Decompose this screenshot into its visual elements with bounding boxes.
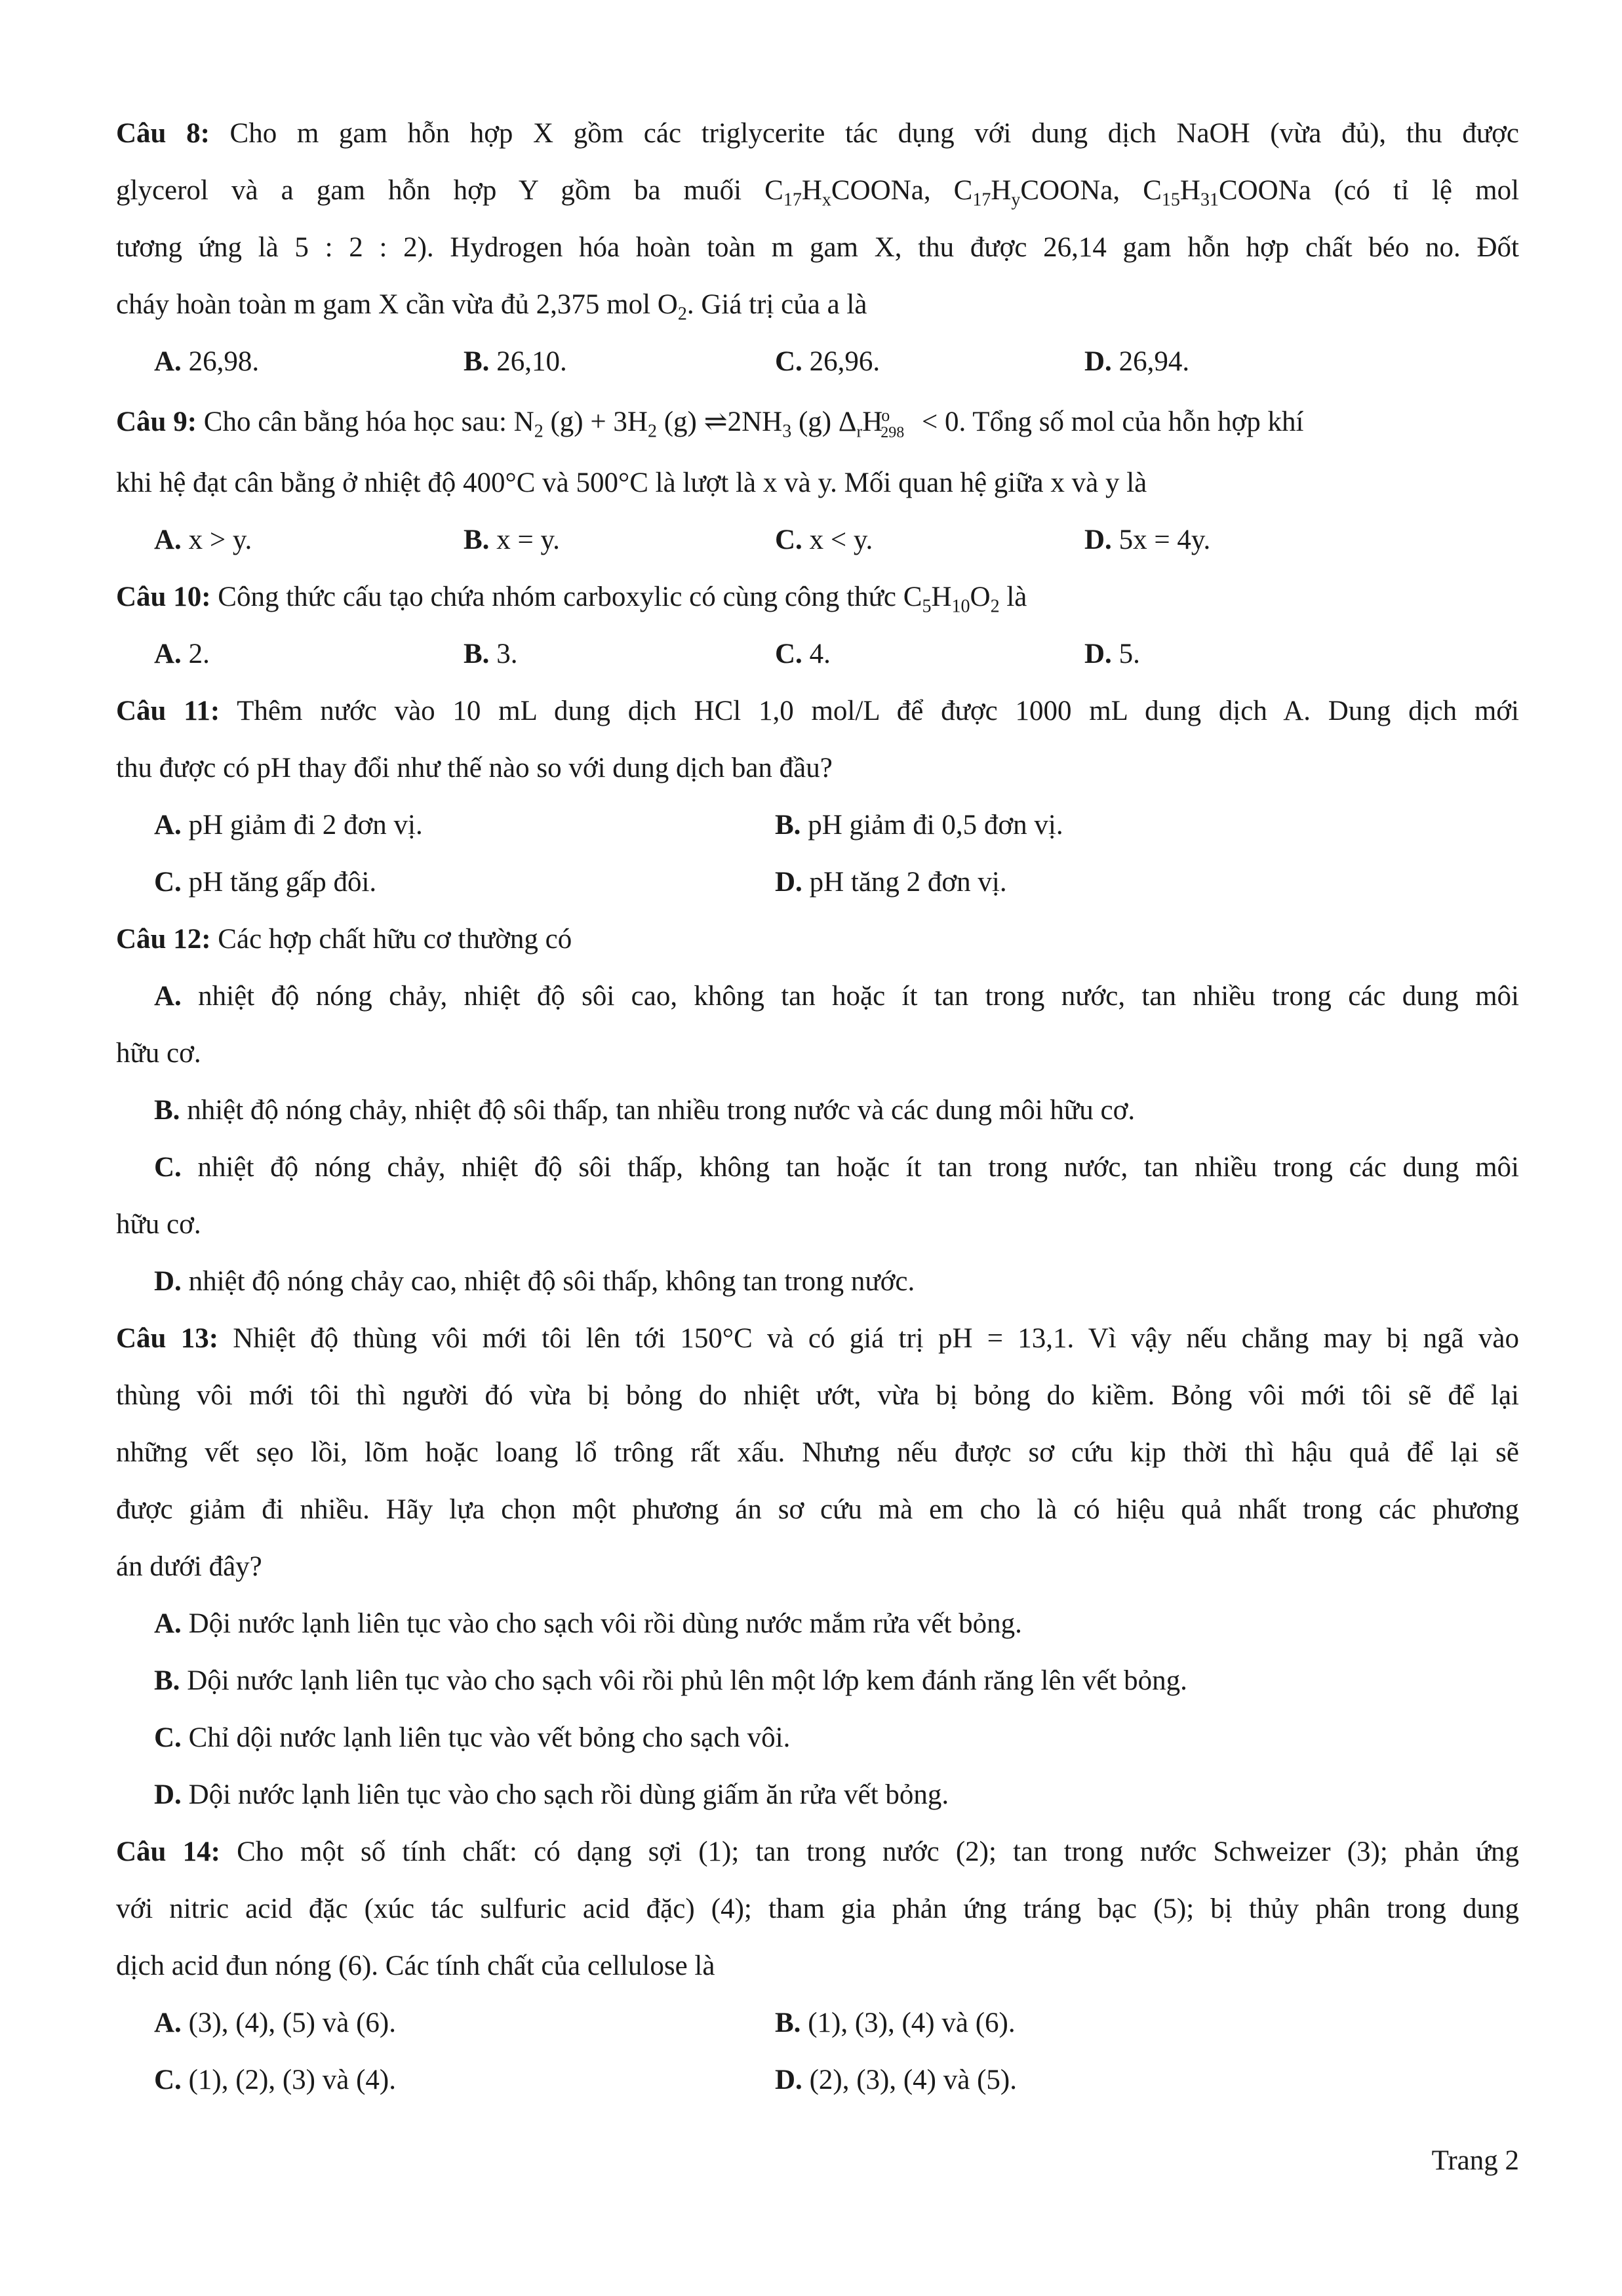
q11-option-a[interactable]: A. pH giảm đi 2 đơn vị. <box>154 810 423 841</box>
q12-option-c-cont: hữu cơ. <box>116 1209 201 1240</box>
document-page <box>116 105 1519 2108</box>
enthalpy-symbol: $\Delta_rH^o_{298}$ <box>838 405 905 441</box>
q10-options <box>116 625 1519 683</box>
q8-text: Cho m gam hỗn hợp X gồm các triglycerite tác dụng với dung dịch NaOH (vừa đủ), thu được <box>209 118 1519 149</box>
q14-option-c[interactable]: C. (1), (2), (3) và (4). <box>154 2065 396 2095</box>
q8-option-c[interactable]: C. 26,96. <box>775 346 880 377</box>
page-number: Trang 2 <box>1431 2145 1519 2176</box>
q12-option-d[interactable]: D. nhiệt độ nóng chảy cao, nhiệt độ sôi thấp, không tan trong nước. <box>154 1266 915 1297</box>
q11-option-d[interactable]: D. pH tăng 2 đơn vị. <box>775 867 1007 898</box>
q12-label: Câu 12: <box>116 924 211 955</box>
q12-option-c[interactable]: C. nhiệt độ nóng chảy, nhiệt độ sôi thấp, không tan hoặc ít tan trong nước, tan nhiều trong các dung môi <box>154 1152 1519 1183</box>
q13-line-2: thùng vôi mới tôi thì người đó vừa bị bỏng do nhiệt ướt, vừa bị bỏng do kiềm. Bỏng vôi mới tôi sẽ để lại <box>116 1380 1519 1411</box>
q13-line-5: án dưới đây? <box>116 1551 262 1582</box>
q8-line-2: glycerol và a gam hỗn hợp Y gồm ba muối $C_{17}H_xCOONa$, $C_{17}H_yCOONa$, $C_{15}H_{31}COONa$ (có tỉ lệ mol <box>116 175 1520 210</box>
q10-option-a[interactable]: A. 2. <box>154 639 210 669</box>
q10-option-c[interactable]: C. 4. <box>775 639 831 669</box>
q13-line-4: được giảm đi nhiều. Hãy lựa chọn một phương án sơ cứu mà em cho là có hiệu quả nhất trong các phương <box>116 1494 1519 1525</box>
q8-label: Câu 8: <box>116 118 210 149</box>
q10-option-d[interactable]: D. 5. <box>1084 639 1140 669</box>
q9-option-d[interactable]: D. 5x = 4y. <box>1084 525 1211 555</box>
q11-line-2: thu được có pH thay đổi như thế nào so với dung dịch ban đầu? <box>116 753 833 783</box>
q14-options-row-2 <box>116 2051 1519 2108</box>
q11-options-row-1 <box>116 797 1519 854</box>
q13-option-b[interactable]: B. Dội nước lạnh liên tục vào cho sạch vôi rồi phủ lên một lớp kem đánh răng lên vết bỏng. <box>154 1665 1187 1696</box>
q9-option-c[interactable]: C. x < y. <box>775 525 873 555</box>
q13-line-1: Câu 13: Nhiệt độ thùng vôi mới tôi lên tới 150°C và có giá trị pH = 13,1. Vì vậy nếu chẳng may bị ngã vào <box>116 1323 1519 1354</box>
q8-option-b[interactable]: B. 26,10. <box>464 346 567 377</box>
q14-line-2: với nitric acid đặc (xúc tác sulfuric acid đặc) (4); tham gia phản ứng tráng bạc (5); bị thủy phân trong dung <box>116 1893 1519 1924</box>
q9-line-2: khi hệ đạt cân bằng ở nhiệt độ 400°C và 500°C là lượt là x và y. Mối quan hệ giữa x và y là <box>116 467 1147 498</box>
q11-line-1: Câu 11: Thêm nước vào 10 mL dung dịch HCl 1,0 mol/L để được 1000 mL dung dịch A. Dung dịch mới <box>116 696 1519 726</box>
q14-option-d[interactable]: D. (2), (3), (4) và (5). <box>775 2065 1017 2095</box>
q8-option-a[interactable]: A. 26,98. <box>154 346 260 377</box>
q12-option-b[interactable]: B. nhiệt độ nóng chảy, nhiệt độ sôi thấp, tan nhiều trong nước và các dung môi hữu cơ. <box>154 1095 1136 1126</box>
q10-line-1: Câu 10: Công thức cấu tạo chứa nhóm carboxylic có cùng công thức $C_5H_{10}O_2$ là <box>116 582 1027 617</box>
q8-option-d[interactable]: D. 26,94. <box>1084 346 1190 377</box>
q14-option-a[interactable]: A. (3), (4), (5) và (6). <box>154 2008 396 2038</box>
q8-options <box>116 333 1519 390</box>
q12-line-1: Câu 12: Các hợp chất hữu cơ thường có <box>116 924 572 955</box>
q12-option-a[interactable]: A. nhiệt độ nóng chảy, nhiệt độ sôi cao, không tan hoặc ít tan trong nước, tan nhiều trong các dung môi <box>154 981 1519 1012</box>
q11-label: Câu 11: <box>116 696 220 726</box>
q12-option-a-cont: hữu cơ. <box>116 1038 201 1069</box>
q14-line-3: dịch acid đun nóng (6). Các tính chất của cellulose là <box>116 1950 715 1981</box>
q14-option-b[interactable]: B. (1), (3), (4) và (6). <box>775 2008 1016 2038</box>
q14-line-1: Câu 14: Cho một số tính chất: có dạng sợi (1); tan trong nước (2); tan trong nước Schweizer (3); phản ứng <box>116 1836 1519 1867</box>
q9-line-1: Câu 9: Cho cân bằng hóa học sau: $N_2$ $(g) + 3H_2$ (g) $\rightleftharpoons 2NH_3$ (g) $\Delta_rH^o_{298} < 0$. Tổng số mol của hỗn hợp khí <box>116 390 1519 454</box>
q13-option-a[interactable]: A. Dội nước lạnh liên tục vào cho sạch vôi rồi dùng nước mắm rửa vết bỏng. <box>154 1608 1022 1639</box>
q11-options-row-2 <box>116 854 1519 911</box>
q9-option-b[interactable]: B. x = y. <box>464 525 560 555</box>
q13-label: Câu 13: <box>116 1323 219 1354</box>
q8-line-4: cháy hoàn toàn m gam X cần vừa đủ 2,375 mol $O_2$. Giá trị của a là <box>116 289 867 325</box>
q11-option-c[interactable]: C. pH tăng gấp đôi. <box>154 867 377 898</box>
q14-options-row-1 <box>116 1994 1519 2051</box>
q13-line-3: những vết sẹo lồi, lõm hoặc loang lổ trông rất xấu. Nhưng nếu được sơ cứu kịp thời thì hậu quả để lại sẽ <box>116 1437 1519 1468</box>
q8-line-3: tương ứng là 5 : 2 : 2). Hydrogen hóa hoàn toàn m gam X, thu được 26,14 gam hỗn hợp chất béo no. Đốt <box>116 232 1519 263</box>
q10-label: Câu 10: <box>116 582 211 612</box>
q14-label: Câu 14: <box>116 1836 220 1867</box>
q13-option-d[interactable]: D. Dội nước lạnh liên tục vào cho sạch rồi dùng giấm ăn rửa vết bỏng. <box>154 1779 949 1810</box>
q8-line-1 <box>116 105 1519 162</box>
q11-option-b[interactable]: B. pH giảm đi 0,5 đơn vị. <box>775 810 1063 841</box>
q9-option-a[interactable]: A. x > y. <box>154 525 252 555</box>
q9-label: Câu 9: <box>116 406 197 437</box>
q13-option-c[interactable]: C. Chỉ dội nước lạnh liên tục vào vết bỏng cho sạch vôi. <box>154 1722 791 1753</box>
q10-option-b[interactable]: B. 3. <box>464 639 518 669</box>
q9-options <box>116 511 1519 568</box>
